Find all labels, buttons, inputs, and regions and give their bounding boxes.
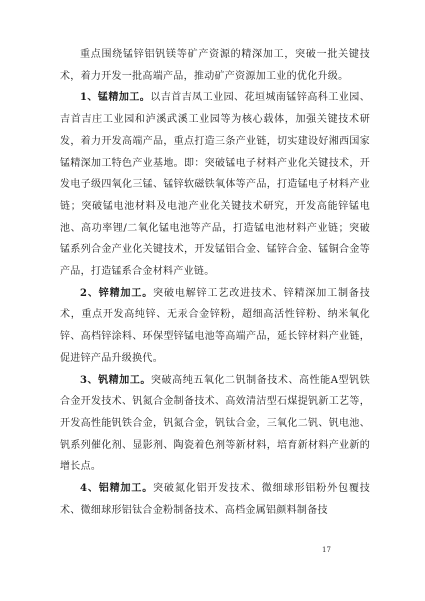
section-text: 突破高纯五氧化二钒制备技术、高性能A型钒铁合金开发技术、钒氮合金制备技术、高效清洁型石煤提钒新工艺等，开发高性能钒铁合金，钒氮合金，钒钛合金，三氧化二钒、钒电池、钒系列催化剂、显影剂、陶瓷着色剂等新材料，培育新材料产业新的增长点。 bbox=[60, 374, 370, 473]
section-heading: 2、锌精加工。 bbox=[80, 287, 154, 299]
section-aluminum bbox=[60, 478, 370, 521]
section-heading: 1、锰精加工。 bbox=[80, 92, 151, 104]
section-heading: 3、钒精加工。 bbox=[80, 374, 151, 386]
section-heading: 4、铝精加工。 bbox=[80, 483, 154, 495]
section-vanadium bbox=[60, 370, 370, 479]
intro-paragraph: 重点围绕锰锌铝钒镁等矿产资源的精深加工，突破一批关键技术，着力开发一批高端产品，推动矿产资源加工业的优化升级。 bbox=[60, 49, 370, 82]
section-text: 突破氮化铝开发技术、微细球形铝粉外包覆技术、微细球形铝钛合金粉制备技术、高档金属铝颜料制备技 bbox=[60, 483, 371, 516]
section-text: 突破电解锌工艺改进技术、锌精深加工制备技术，重点开发高纯锌、无汞合金锌粉，超细高活性锌粉、纳米氧化锌、高档锌涂料、环保型锌锰电池等高端产品，延长锌材料产业链，促进锌产品升级换代。 bbox=[60, 287, 371, 364]
section-manganese bbox=[60, 87, 370, 282]
document-body bbox=[60, 44, 370, 521]
section-zinc bbox=[60, 283, 370, 370]
section-text: 以吉首吉凤工业园、花垣城南锰锌高科工业园、吉首吉庄工业园和泸溪武溪工业园等为核心载体，加强关键技术研发，着力开发高端产品，重点打造三条产业链，切实建设好湘西国家锰精深加工特色产业基地。即：突破锰电子材料产业化关键技术，开发电子级四氧化三锰、锰锌软磁铁氧体等产品，打造锰电子材料产业链；突破锰电池材料及电池产业化关键技术研究，开发高能锌锰电池、高功率锂/二氧化锰电池等产品，打造锰电池材料产业链；突破锰系列合金产业化关键技术，开发锰铝合金、锰锌合金、锰铜合金等产品，打造锰系合金材料产业链。 bbox=[60, 92, 370, 278]
page-number: 17 bbox=[322, 546, 331, 554]
